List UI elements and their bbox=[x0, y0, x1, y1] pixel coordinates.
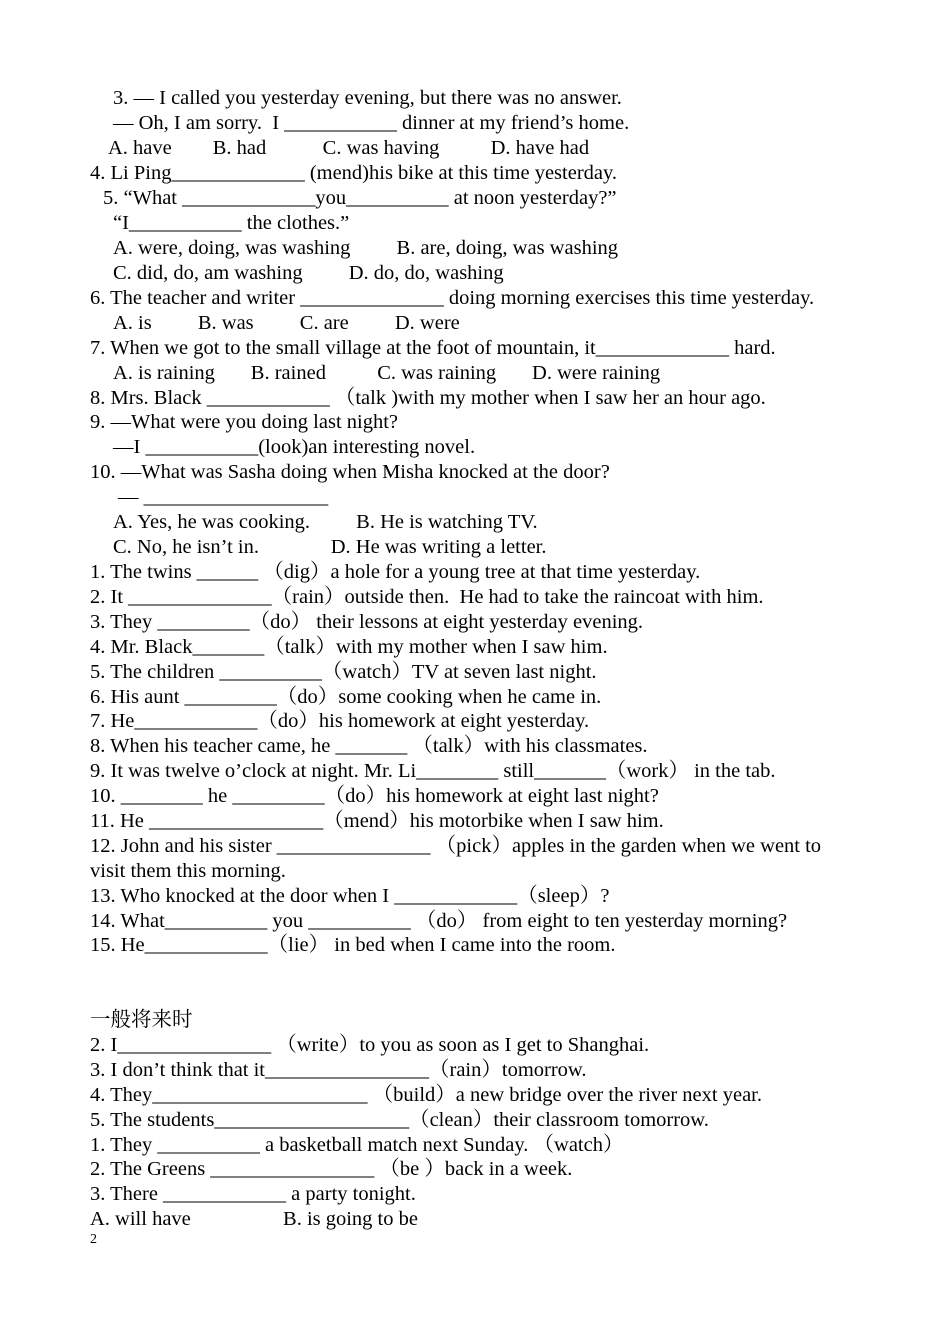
question-line: 4. Li Ping_____________ (mend)his bike at this time yesterday. bbox=[90, 162, 618, 184]
question-options: A. will have B. is going to be bbox=[90, 1208, 418, 1230]
question-line: 13. Who knocked at the door when I ____________（sleep）? bbox=[90, 885, 610, 907]
question-line: 3. I don’t think that it________________（rain）tomorrow. bbox=[90, 1059, 587, 1081]
question-line: 3. They _________（do） their lessons at eight yesterday evening. bbox=[90, 611, 644, 633]
question-line: 3. There ____________ a party tonight. bbox=[90, 1183, 416, 1205]
question-line: 8. Mrs. Black ____________ （talk )with my mother when I saw her an hour ago. bbox=[90, 387, 766, 409]
question-options: A. is B. was C. are D. were bbox=[113, 312, 460, 334]
question-line: —I ___________(look)an interesting novel. bbox=[113, 436, 476, 458]
question-line: 6. His aunt _________（do）some cooking when he came in. bbox=[90, 686, 602, 708]
section-heading: 一般将来时 bbox=[90, 1009, 193, 1031]
question-options: A. were, doing, was washing B. are, doing, was washing bbox=[113, 237, 619, 259]
question-options: A. have B. had C. was having D. have had bbox=[108, 137, 590, 159]
question-line: — __________________ bbox=[118, 486, 329, 508]
question-line: 4. They_____________________ （build）a new bridge over the river next year. bbox=[90, 1084, 762, 1106]
question-line: 1. They __________ a basketball match next Sunday. （watch） bbox=[90, 1134, 624, 1156]
question-line: 8. When his teacher came, he _______ （talk）with his classmates. bbox=[90, 735, 648, 757]
question-line: 3. — I called you yesterday evening, but there was no answer. bbox=[113, 87, 622, 109]
question-line: 5. The students___________________（clean）their classroom tomorrow. bbox=[90, 1109, 709, 1131]
question-line: 1. The twins ______ （dig）a hole for a young tree at that time yesterday. bbox=[90, 561, 701, 583]
question-line: 7. He____________（do）his homework at eight yesterday. bbox=[90, 710, 590, 732]
question-line: 12. John and his sister _______________ （pick）apples in the garden when we went to bbox=[90, 835, 822, 857]
question-line: 4. Mr. Black_______（talk）with my mother when I saw him. bbox=[90, 636, 608, 658]
question-line: 10. —What was Sasha doing when Misha knocked at the door? bbox=[90, 461, 610, 483]
question-options: C. No, he isn’t in. D. He was writing a letter. bbox=[113, 536, 547, 558]
question-line: — Oh, I am sorry. I ___________ dinner at my friend’s home. bbox=[113, 112, 630, 134]
question-line: 9. —What were you doing last night? bbox=[90, 411, 399, 433]
question-options: C. did, do, am washing D. do, do, washing bbox=[113, 262, 504, 284]
page-number: 2 bbox=[90, 1232, 97, 1247]
question-line: 5. “What _____________you__________ at noon yesterday?” bbox=[103, 187, 617, 209]
question-options: A. is raining B. rained C. was raining D. were raining bbox=[113, 362, 661, 384]
question-line: 15. He____________（lie） in bed when I came into the room. bbox=[90, 934, 616, 956]
question-line: “I___________ the clothes.” bbox=[113, 212, 350, 234]
question-line: 2. I_______________ （write）to you as soon as I get to Shanghai. bbox=[90, 1034, 650, 1056]
question-options: A. Yes, he was cooking. B. He is watching TV. bbox=[113, 511, 538, 533]
question-line: 5. The children __________（watch）TV at seven last night. bbox=[90, 661, 597, 683]
question-line: 2. It ______________（rain）outside then. He had to take the raincoat with him. bbox=[90, 586, 764, 608]
question-line: 9. It was twelve o’clock at night. Mr. Li________ still_______（work） in the tab. bbox=[90, 760, 776, 782]
question-line: visit them this morning. bbox=[90, 860, 286, 882]
question-line: 10. ________ he _________（do）his homework at eight last night? bbox=[90, 785, 659, 807]
question-line: 6. The teacher and writer ______________ doing morning exercises this time yesterday. bbox=[90, 287, 815, 309]
question-line: 14. What__________ you __________ （do） from eight to ten yesterday morning? bbox=[90, 910, 788, 932]
question-line: 7. When we got to the small village at the foot of mountain, it_____________ hard. bbox=[90, 337, 776, 359]
question-line: 11. He _________________（mend）his motorbike when I saw him. bbox=[90, 810, 664, 832]
question-line: 2. The Greens ________________ （be ）back in a week. bbox=[90, 1158, 573, 1180]
